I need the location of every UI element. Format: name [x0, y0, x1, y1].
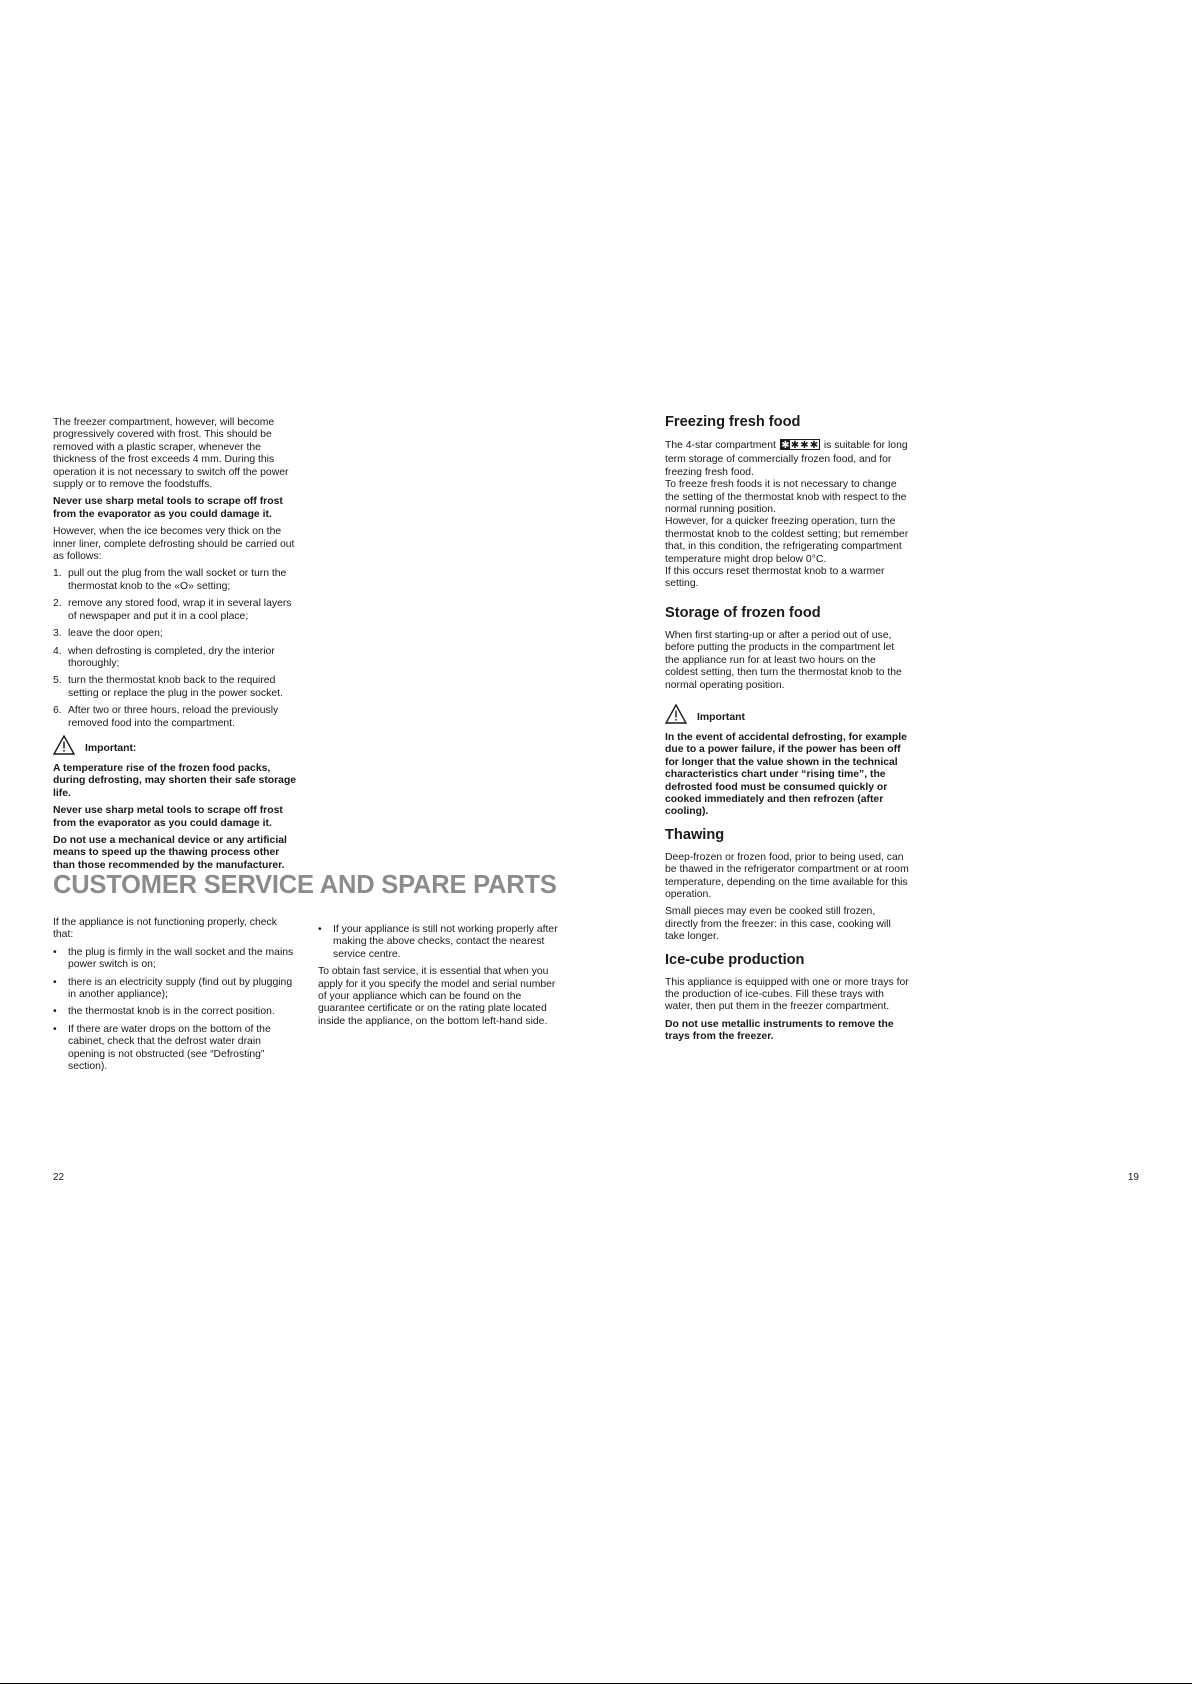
thawing-paragraph: Deep-frozen or frozen food, prior to being used, can be thawed in the refrigerator compartment or at room temperature, depending on the time available for this operation.	[665, 851, 909, 900]
thawing-paragraph-2: Small pieces may even be cooked still frozen, directly from the freezer: in this case, cooking will take longer.	[665, 906, 891, 943]
sharp-tools-warning: Never use sharp metal tools to scrape off frost from the evaporator as you could damage it.	[53, 496, 283, 520]
sharp-tools-warning-2: Never use sharp metal tools to scrape off frost from the evaporator as you could damage it.	[53, 805, 283, 829]
icecube-paragraph: This appliance is equipped with one or more trays for the production of ice-cubes. Fill these trays with water, then put them in the freezer compartment.	[665, 976, 909, 1013]
list-item: 5. turn the thermostat knob back to the required setting or replace the plug in the power socket.	[53, 675, 283, 699]
warning-triangle-icon	[665, 704, 687, 724]
metallic-instruments-warning: Do not use metallic instruments to remove the trays from the freezer.	[665, 1018, 894, 1043]
four-star-freezer-icon	[780, 439, 820, 454]
defrosting-section	[53, 417, 298, 877]
list-item: • If your appliance is still not working properly after making the above checks, contact the nearest service centre.	[318, 924, 558, 960]
customer-service-left	[53, 917, 298, 1078]
list-item: • the thermostat knob is in the correct position.	[53, 1006, 275, 1018]
checks-intro: If the appliance is not functioning properly, check that:	[53, 917, 277, 941]
storage-paragraph: When first starting-up or after a period out of use, before putting the products in the compartment let the appliance run for at least two hours on the coldest setting, then turn the thermostat knob to the normal operating position.	[665, 629, 902, 691]
mechanical-device-warning: Do not use a mechanical device or any artificial means to speed up the thawing process other than those recommended by the manufacturer.	[53, 834, 287, 871]
list-item: 2. remove any stored food, wrap it in several layers of newspaper and put it in a cool place;	[53, 598, 292, 622]
customer-service-right	[318, 924, 563, 1033]
svg-text:✱: ✱	[781, 440, 790, 450]
svg-text:✱: ✱	[790, 440, 800, 450]
customer-service-heading: CUSTOMER SERVICE AND SPARE PARTS	[53, 871, 557, 899]
page-number-right: 19	[1127, 1172, 1139, 1183]
important-note	[53, 735, 298, 755]
page-number-left: 22	[53, 1172, 65, 1183]
important-label: Important	[697, 711, 745, 723]
freezing-heading: Freezing fresh food	[665, 414, 801, 430]
complete-defrost-intro: However, when the ice becomes very thick on the inner liner, complete defrosting should be carried out as follows:	[53, 526, 295, 563]
checks-list	[53, 947, 298, 1074]
list-item: • If there are water drops on the bottom of the cabinet, check that the defrost water drain opening is not obstructed (see “Defrosting” section).	[53, 1023, 271, 1073]
defrost-steps-list	[53, 568, 298, 729]
important-note	[665, 704, 910, 724]
service-centre-list	[318, 924, 563, 961]
accidental-defrost-warning: In the event of accidental defrosting, for example due to a power failure, if the power has been off for longer that the value shown in the technical characteristics chart under “rising time”, the defrosted food must be consumed quickly or cooked immediately and then refrozen (after cooling).	[665, 731, 907, 818]
freezing-paragraph-4: If this occurs reset thermostat knob to a warmer setting.	[665, 566, 885, 590]
storage-heading: Storage of frozen food	[665, 604, 821, 621]
list-item: 4. when defrosting is completed, dry the interior thoroughly;	[53, 645, 275, 669]
freezing-paragraph-2: To freeze fresh foods it is not necessary to change the setting of the thermostat knob with respect to the normal running position.	[665, 479, 907, 516]
list-item: 6. After two or three hours, reload the previously removed food into the compartment.	[53, 705, 279, 729]
service-instructions: To obtain fast service, it is essential that when you apply for it you specify the model and serial number of your appliance which can be found on the guarantee certificate or on the rating plate located inside the appliance, on the bottom left-hand side.	[318, 966, 556, 1027]
right-page-column	[665, 414, 910, 1049]
list-item: 3. leave the door open;	[53, 628, 163, 640]
freezing-paragraph: The 4-star compartment ✱ ✱ ✱ ✱ is suitable for long term storage of commercially frozen food, and for freezing fresh food.	[665, 440, 908, 478]
bottom-rule	[0, 1683, 1192, 1684]
list-item: • there is an electricity supply (find out by plugging in another appliance);	[53, 976, 293, 1001]
temperature-rise-warning: A temperature rise of the frozen food packs, during defrosting, may shorten their safe storage life.	[53, 762, 297, 799]
warning-triangle-icon	[53, 735, 75, 755]
list-item: 1. pull out the plug from the wall socket or turn the thermostat knob to the «O» setting;	[53, 568, 287, 592]
important-label: Important:	[85, 742, 137, 754]
svg-text:✱: ✱	[800, 440, 809, 450]
svg-text:✱: ✱	[809, 440, 819, 450]
icecube-heading: Ice-cube production	[665, 951, 805, 968]
thawing-heading: Thawing	[665, 826, 725, 843]
freezing-paragraph-3: However, for a quicker freezing operation, turn the thermostat knob to the coldest setting; but remember that, in this condition, the refrigerating compartment temperature might drop below 0°C.	[665, 516, 909, 565]
list-item: • the plug is firmly in the wall socket and the mains power switch is on;	[53, 946, 294, 971]
defrost-intro-paragraph: The freezer compartment, however, will become progressively covered with frost. This should be removed with a plastic scraper, whenever the thickness of the frost exceeds 4 mm. During this operation it is not necessary to switch off the power supply or to remove the foodstuffs.	[53, 417, 289, 491]
